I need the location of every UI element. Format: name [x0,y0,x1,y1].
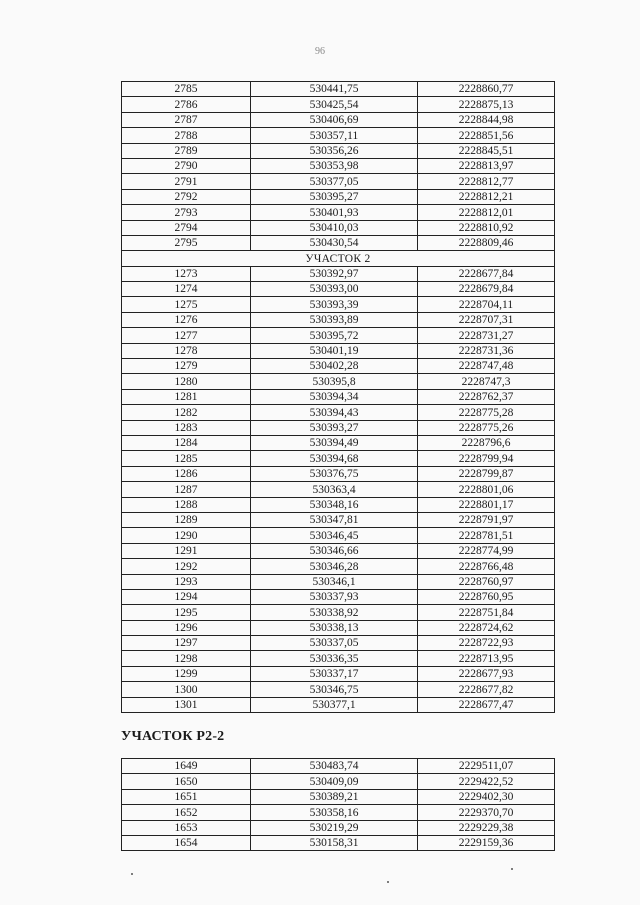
point-number-cell: 1288 [122,497,251,512]
point-number-cell: 1290 [122,528,251,543]
point-number-cell: 1301 [122,697,251,712]
point-number-cell: 1280 [122,374,251,389]
coordinates-table-body [122,82,555,251]
table-row [122,774,555,789]
table-row [122,312,555,327]
x-coordinate-cell: 530338,13 [251,620,418,635]
table-row [122,205,555,220]
point-number-cell: 2786 [122,97,251,112]
y-coordinate-cell: 2228762,37 [418,389,555,404]
point-number-cell: 1276 [122,312,251,327]
y-coordinate-cell: 2228722,93 [418,636,555,651]
x-coordinate-cell: 530363,4 [251,482,418,497]
table-row [122,805,555,820]
table-row [122,589,555,604]
point-number-cell: 1273 [122,266,251,281]
y-coordinate-cell: 2228747,3 [418,374,555,389]
y-coordinate-cell: 2228801,17 [418,497,555,512]
x-coordinate-cell: 530389,21 [251,789,418,804]
table-row [122,666,555,681]
point-number-cell: 1653 [122,820,251,835]
x-coordinate-cell: 530430,54 [251,235,418,250]
y-coordinate-cell: 2229159,36 [418,835,555,850]
y-coordinate-cell: 2228775,28 [418,405,555,420]
x-coordinate-cell: 530393,27 [251,420,418,435]
x-coordinate-cell: 530401,93 [251,205,418,220]
table-row [122,128,555,143]
table-row [122,282,555,297]
x-coordinate-cell: 530376,75 [251,466,418,481]
point-number-cell: 1300 [122,682,251,697]
y-coordinate-cell: 2228677,47 [418,697,555,712]
table-row [122,374,555,389]
point-number-cell: 1654 [122,835,251,850]
point-number-cell: 1295 [122,605,251,620]
x-coordinate-cell: 530348,16 [251,497,418,512]
x-coordinate-cell: 530338,92 [251,605,418,620]
x-coordinate-cell: 530409,09 [251,774,418,789]
y-coordinate-cell: 2228774,99 [418,543,555,558]
table-row [122,82,555,97]
section-row [122,251,555,266]
point-number-cell: 1292 [122,559,251,574]
point-number-cell: 2795 [122,235,251,250]
x-coordinate-cell: 530410,03 [251,220,418,235]
y-coordinate-cell: 2228766,48 [418,559,555,574]
x-coordinate-cell: 530393,89 [251,312,418,327]
y-coordinate-cell: 2228731,36 [418,343,555,358]
point-number-cell: 2787 [122,112,251,127]
point-number-cell: 1287 [122,482,251,497]
coordinates-table-p2-2-body [122,759,555,851]
point-number-cell: 1278 [122,343,251,358]
y-coordinate-cell: 2228796,6 [418,435,555,450]
x-coordinate-cell: 530425,54 [251,97,418,112]
y-coordinate-cell: 2228760,97 [418,574,555,589]
table-row [122,297,555,312]
y-coordinate-cell: 2228799,94 [418,451,555,466]
x-coordinate-cell: 530346,66 [251,543,418,558]
table-row [122,697,555,712]
point-number-cell: 1291 [122,543,251,558]
point-number-cell: 1282 [122,405,251,420]
y-coordinate-cell: 2228809,46 [418,235,555,250]
x-coordinate-cell: 530377,1 [251,697,418,712]
table-row [122,497,555,512]
point-number-cell: 1293 [122,574,251,589]
table-row [122,528,555,543]
section-label: УЧАСТОК 2 [122,251,555,266]
table-row [122,512,555,527]
table-row [122,789,555,804]
point-number-cell: 1284 [122,435,251,450]
x-coordinate-cell: 530483,74 [251,759,418,774]
y-coordinate-cell: 2228775,26 [418,420,555,435]
x-coordinate-cell: 530394,43 [251,405,418,420]
table-row [122,143,555,158]
x-coordinate-cell: 530337,17 [251,666,418,681]
x-coordinate-cell: 530336,35 [251,651,418,666]
scan-speck [387,881,389,883]
x-coordinate-cell: 530406,69 [251,112,418,127]
x-coordinate-cell: 530346,75 [251,682,418,697]
point-number-cell: 2789 [122,143,251,158]
y-coordinate-cell: 2229402,30 [418,789,555,804]
table-row [122,174,555,189]
y-coordinate-cell: 2228677,84 [418,266,555,281]
x-coordinate-cell: 530395,27 [251,189,418,204]
table-row [122,389,555,404]
x-coordinate-cell: 530158,31 [251,835,418,850]
table-row [122,574,555,589]
table-row [122,482,555,497]
table-row [122,189,555,204]
x-coordinate-cell: 530358,16 [251,805,418,820]
table-row [122,605,555,620]
y-coordinate-cell: 2228812,01 [418,205,555,220]
point-number-cell: 1279 [122,359,251,374]
point-number-cell: 1286 [122,466,251,481]
x-coordinate-cell: 530395,8 [251,374,418,389]
table-row [122,158,555,173]
point-number-cell: 2785 [122,82,251,97]
point-number-cell: 2788 [122,128,251,143]
point-number-cell: 1275 [122,297,251,312]
y-coordinate-cell: 2228801,06 [418,482,555,497]
x-coordinate-cell: 530393,39 [251,297,418,312]
table-row [122,405,555,420]
x-coordinate-cell: 530357,11 [251,128,418,143]
table-row [122,820,555,835]
y-coordinate-cell: 2228724,62 [418,620,555,635]
x-coordinate-cell: 530353,98 [251,158,418,173]
point-number-cell: 2793 [122,205,251,220]
point-number-cell: 1649 [122,759,251,774]
table-row [122,636,555,651]
y-coordinate-cell: 2228791,97 [418,512,555,527]
y-coordinate-cell: 2229370,70 [418,805,555,820]
point-number-cell: 2790 [122,158,251,173]
point-number-cell: 1296 [122,620,251,635]
table-row [122,266,555,281]
y-coordinate-cell: 2228813,97 [418,158,555,173]
x-coordinate-cell: 530401,19 [251,343,418,358]
point-number-cell: 1298 [122,651,251,666]
scan-speck [131,873,133,875]
table-row [122,759,555,774]
point-number-cell: 1285 [122,451,251,466]
table-row [122,651,555,666]
table-row [122,343,555,358]
table-row [122,328,555,343]
x-coordinate-cell: 530219,29 [251,820,418,835]
y-coordinate-cell: 2228731,27 [418,328,555,343]
y-coordinate-cell: 2228875,13 [418,97,555,112]
x-coordinate-cell: 530395,72 [251,328,418,343]
x-coordinate-cell: 530394,68 [251,451,418,466]
y-coordinate-cell: 2229511,07 [418,759,555,774]
point-number-cell: 2791 [122,174,251,189]
point-number-cell: 2794 [122,220,251,235]
x-coordinate-cell: 530337,05 [251,636,418,651]
page-number: 96 [315,46,325,57]
point-number-cell: 1281 [122,389,251,404]
table-row [122,682,555,697]
point-number-cell: 1651 [122,789,251,804]
y-coordinate-cell: 2228677,82 [418,682,555,697]
y-coordinate-cell: 2228860,77 [418,82,555,97]
y-coordinate-cell: 2228845,51 [418,143,555,158]
y-coordinate-cell: 2229422,52 [418,774,555,789]
table-row [122,359,555,374]
table-row [122,220,555,235]
y-coordinate-cell: 2228679,84 [418,282,555,297]
y-coordinate-cell: 2228704,11 [418,297,555,312]
table-row [122,559,555,574]
point-number-cell: 1283 [122,420,251,435]
coordinates-table-p2-2 [121,758,555,851]
y-coordinate-cell: 2228747,48 [418,359,555,374]
x-coordinate-cell: 530377,05 [251,174,418,189]
point-number-cell: 1299 [122,666,251,681]
point-number-cell: 1274 [122,282,251,297]
table-row [122,435,555,450]
y-coordinate-cell: 2228799,87 [418,466,555,481]
table-row [122,97,555,112]
point-number-cell: 1650 [122,774,251,789]
y-coordinate-cell: 2228781,51 [418,528,555,543]
y-coordinate-cell: 2228851,56 [418,128,555,143]
x-coordinate-cell: 530394,34 [251,389,418,404]
table-row [122,543,555,558]
y-coordinate-cell: 2228677,93 [418,666,555,681]
y-coordinate-cell: 2228844,98 [418,112,555,127]
y-coordinate-cell: 2229229,38 [418,820,555,835]
x-coordinate-cell: 530392,97 [251,266,418,281]
point-number-cell: 1289 [122,512,251,527]
y-coordinate-cell: 2228707,31 [418,312,555,327]
point-number-cell: 2792 [122,189,251,204]
table-row [122,235,555,250]
table-row [122,620,555,635]
point-number-cell: 1277 [122,328,251,343]
x-coordinate-cell: 530346,1 [251,574,418,589]
x-coordinate-cell: 530337,93 [251,589,418,604]
x-coordinate-cell: 530394,49 [251,435,418,450]
x-coordinate-cell: 530356,26 [251,143,418,158]
table-row [122,451,555,466]
coordinates-table [121,81,555,713]
y-coordinate-cell: 2228713,95 [418,651,555,666]
section-row-group [122,251,555,266]
scan-speck [511,868,513,870]
y-coordinate-cell: 2228812,77 [418,174,555,189]
y-coordinate-cell: 2228810,92 [418,220,555,235]
point-number-cell: 1294 [122,589,251,604]
x-coordinate-cell: 530402,28 [251,359,418,374]
table-row [122,466,555,481]
x-coordinate-cell: 530347,81 [251,512,418,527]
coordinates-table-body-section-2 [122,266,555,712]
x-coordinate-cell: 530393,00 [251,282,418,297]
y-coordinate-cell: 2228751,84 [418,605,555,620]
point-number-cell: 1652 [122,805,251,820]
table-row [122,112,555,127]
x-coordinate-cell: 530346,28 [251,559,418,574]
table-row [122,420,555,435]
y-coordinate-cell: 2228760,95 [418,589,555,604]
y-coordinate-cell: 2228812,21 [418,189,555,204]
x-coordinate-cell: 530346,45 [251,528,418,543]
x-coordinate-cell: 530441,75 [251,82,418,97]
point-number-cell: 1297 [122,636,251,651]
section-heading: УЧАСТОК Р2-2 [121,729,225,744]
table-row [122,835,555,850]
